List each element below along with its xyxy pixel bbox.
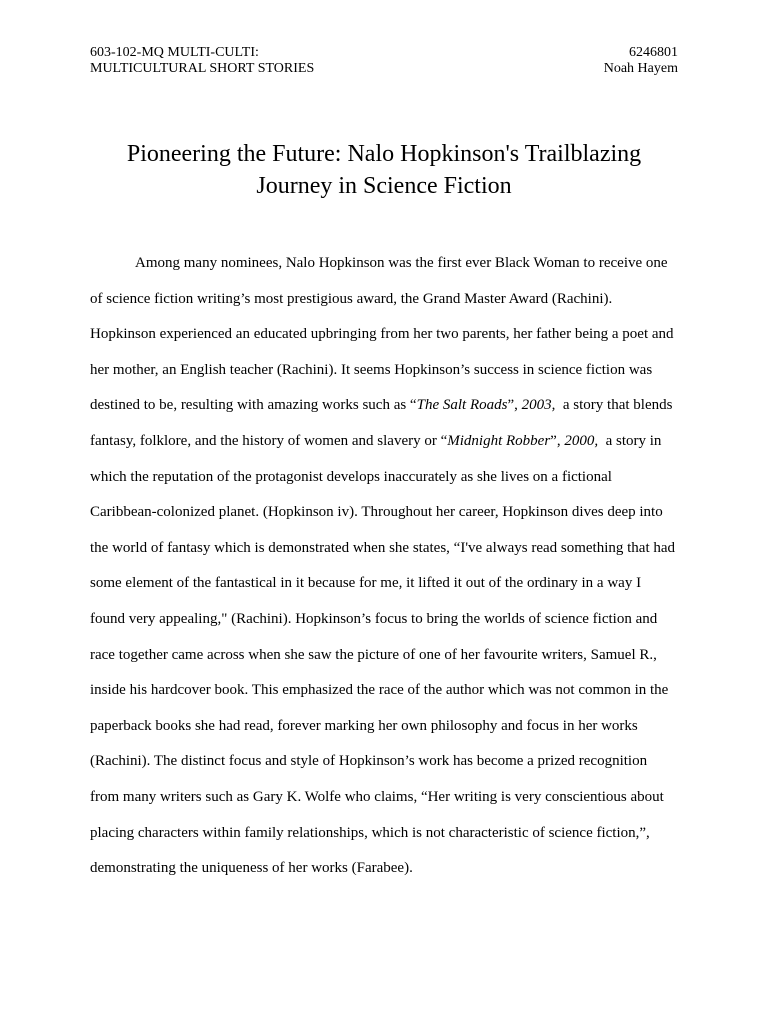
line-text: fantasy, folklore, and the history of women and slavery or “ <box>90 432 448 449</box>
paragraph-line: Among many nominees, Nalo Hopkinson was the first ever Black Woman to receive one <box>135 255 668 271</box>
paragraph-line: her mother, an English teacher (Rachini). It seems Hopkinson’s success in science fiction was <box>90 361 653 378</box>
line-text: a story in <box>598 432 662 449</box>
paragraph-line: Hopkinson experienced an educated upbringing from her two parents, her father being a poet and <box>90 326 674 343</box>
header-student-info <box>604 45 678 77</box>
paragraph-line: (Rachini). The distinct focus and style of Hopkinson’s work has become a prized recognition <box>90 753 648 770</box>
book-title-salt-roads: The Salt Roads <box>416 397 508 414</box>
paragraph-line: found very appealing," (Rachini). Hopkinson’s focus to bring the worlds of science fiction and <box>90 610 658 627</box>
line-text: a story that blends <box>555 397 673 414</box>
course-name: MULTICULTURAL SHORT STORIES <box>90 61 315 76</box>
paragraph-line: from many writers such as Gary K. Wolfe who claims, “Her writing is very conscientious about <box>90 788 664 805</box>
title-line-2: Journey in Science Fiction <box>256 173 512 199</box>
book-title-midnight-robber: Midnight Robber <box>447 432 551 449</box>
paragraph-line: of science fiction writing’s most prestigious award, the Grand Master Award (Rachini). <box>90 290 613 307</box>
header-course-info <box>90 45 314 77</box>
paragraph-line: paperback books she had read, forever marking her own philosophy and focus in her works <box>90 717 638 734</box>
paragraph-line: the world of fantasy which is demonstrated when she states, “I've always read something that had <box>90 539 676 556</box>
paragraph-line: demonstrating the uniqueness of her works (Farabee). <box>90 860 413 877</box>
line-text: destined to be, resulting with amazing works such as “ <box>90 397 417 414</box>
paragraph-line: Caribbean-colonized planet. (Hopkinson iv). Throughout her career, Hopkinson dives deep into <box>90 504 663 521</box>
book-year: 2000, <box>564 432 599 449</box>
paragraph-line <box>90 388 678 424</box>
book-year: 2003, <box>521 397 556 414</box>
essay-paragraph <box>90 246 678 887</box>
paragraph-line: placing characters within family relationships, which is not characteristic of science fiction,”, <box>90 824 650 841</box>
paragraph-line <box>90 424 678 460</box>
student-id: 6246801 <box>629 45 678 60</box>
paragraph-line: which the reputation of the protagonist develops inaccurately as she lives on a fictional <box>90 468 612 485</box>
student-name: Noah Hayem <box>603 61 678 76</box>
course-code: 603-102-MQ MULTI-CULTI: <box>90 45 259 60</box>
paragraph-line: some element of the fantastical in it because for me, it lifted it out of the ordinary in a way I <box>90 575 642 592</box>
paragraph-line: race together came across when she saw the picture of one of her favourite writers, Samuel R., <box>90 646 657 663</box>
line-text: ”, <box>550 432 565 449</box>
title-line-1: Pioneering the Future: Nalo Hopkinson's Trailblazing <box>126 141 642 167</box>
document-title <box>90 138 678 202</box>
line-text: ”, <box>507 397 522 414</box>
paragraph-line: inside his hardcover book. This emphasized the race of the author which was not common in the <box>90 682 669 699</box>
